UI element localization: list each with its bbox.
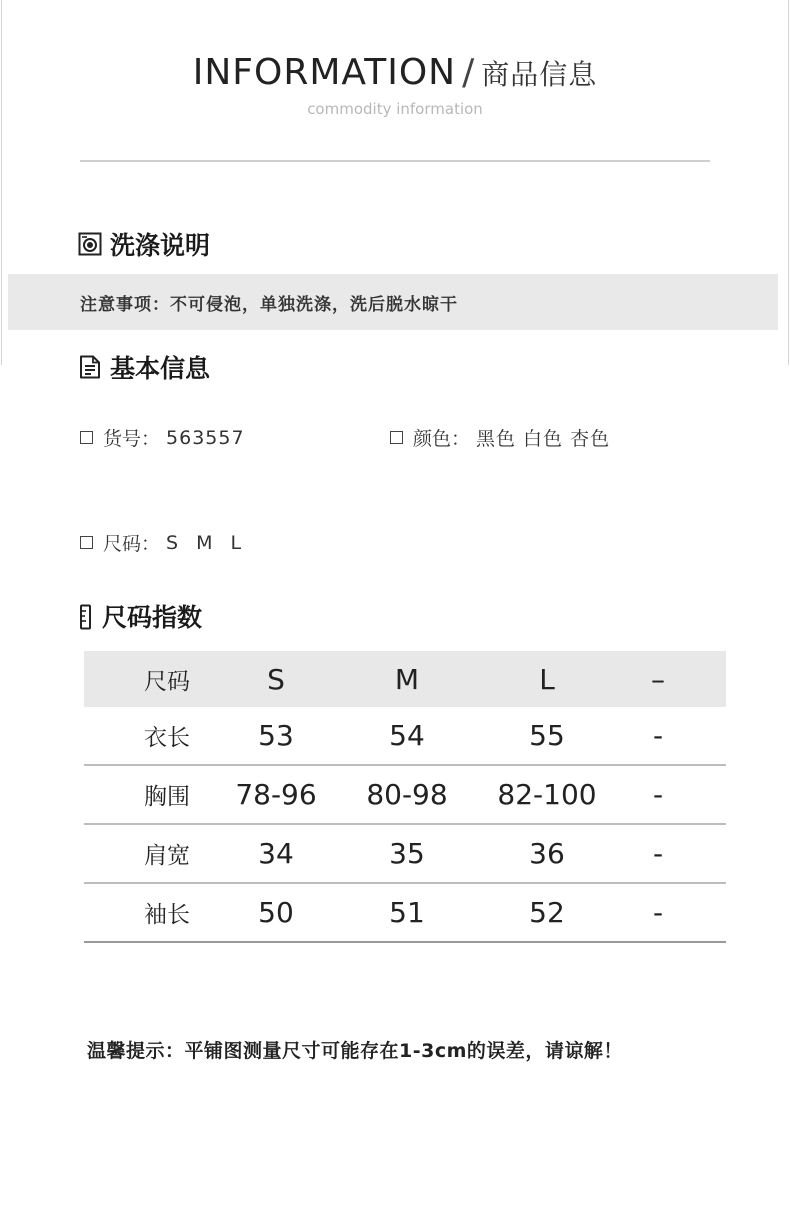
page-title xyxy=(0,52,790,93)
wash-note-band xyxy=(8,274,778,330)
table-cell: 54 xyxy=(389,719,425,752)
colors-label: 颜色： xyxy=(413,428,471,450)
item-number-row xyxy=(80,424,245,451)
table-cell: 55 xyxy=(529,719,565,752)
checkbox-icon xyxy=(80,536,93,549)
table-cell: 82-100 xyxy=(497,778,597,811)
ruler-icon xyxy=(78,604,94,628)
checkbox-icon xyxy=(390,431,403,444)
sizes-value: S M L xyxy=(166,531,248,554)
size-table xyxy=(84,651,726,943)
table-cell: 80-98 xyxy=(366,778,448,811)
table-row xyxy=(84,766,726,825)
title-en: INFORMATION xyxy=(192,52,457,93)
table-cell: 78-96 xyxy=(235,778,317,811)
table-header-cell: S xyxy=(267,662,285,696)
washing-machine-icon xyxy=(78,232,102,256)
table-cell: 袖长 xyxy=(144,902,190,928)
table-cell: 衣长 xyxy=(144,725,190,751)
checkbox-icon xyxy=(80,431,93,444)
sizes-label: 尺码： xyxy=(103,533,161,555)
document-icon xyxy=(78,355,102,379)
size-chart-heading-label: 尺码指数 xyxy=(102,603,203,632)
item-number-label: 货号： xyxy=(103,428,161,450)
basic-heading xyxy=(78,349,210,385)
table-row xyxy=(84,884,726,943)
table-cell: 53 xyxy=(258,719,294,752)
table-cell: - xyxy=(652,837,664,870)
table-cell: 34 xyxy=(258,837,294,870)
table-cell: - xyxy=(652,778,664,811)
wash-heading xyxy=(78,226,210,262)
colors-value: 黑色 白色 杏色 xyxy=(476,428,611,450)
table-cell: 36 xyxy=(529,837,565,870)
basic-heading-label: 基本信息 xyxy=(110,354,211,383)
table-header-cell: – xyxy=(651,662,665,696)
table-header-cell: 尺码 xyxy=(144,668,190,695)
table-row xyxy=(84,707,726,766)
table-cell: 肩宽 xyxy=(144,843,190,869)
title-separator: / xyxy=(462,52,476,93)
table-header-cell: L xyxy=(539,662,555,696)
table-cell: 胸围 xyxy=(144,784,190,810)
measurement-tip: 温馨提示：平铺图测量尺寸可能存在1-3cm的误差，请谅解！ xyxy=(87,1040,623,1062)
wash-note: 注意事项：不可侵泡，单独洗涤，洗后脱水晾干 xyxy=(80,294,458,315)
table-cell: 50 xyxy=(258,896,294,929)
title-cn: 商品信息 xyxy=(481,58,598,91)
header-divider xyxy=(80,160,710,162)
item-number-value: 563557 xyxy=(166,426,245,449)
size-chart-heading xyxy=(78,598,202,634)
table-cell: 52 xyxy=(529,896,565,929)
table-cell: - xyxy=(652,896,664,929)
table-header-row xyxy=(84,651,726,707)
table-cell: 35 xyxy=(389,837,425,870)
page-subtitle: commodity information xyxy=(307,100,483,118)
table-header-cell: M xyxy=(394,662,420,696)
colors-row xyxy=(390,424,610,451)
sizes-row xyxy=(80,529,247,556)
table-cell: - xyxy=(652,719,664,752)
table-cell: 51 xyxy=(389,896,425,929)
wash-heading-label: 洗涤说明 xyxy=(110,231,211,260)
table-row xyxy=(84,825,726,884)
